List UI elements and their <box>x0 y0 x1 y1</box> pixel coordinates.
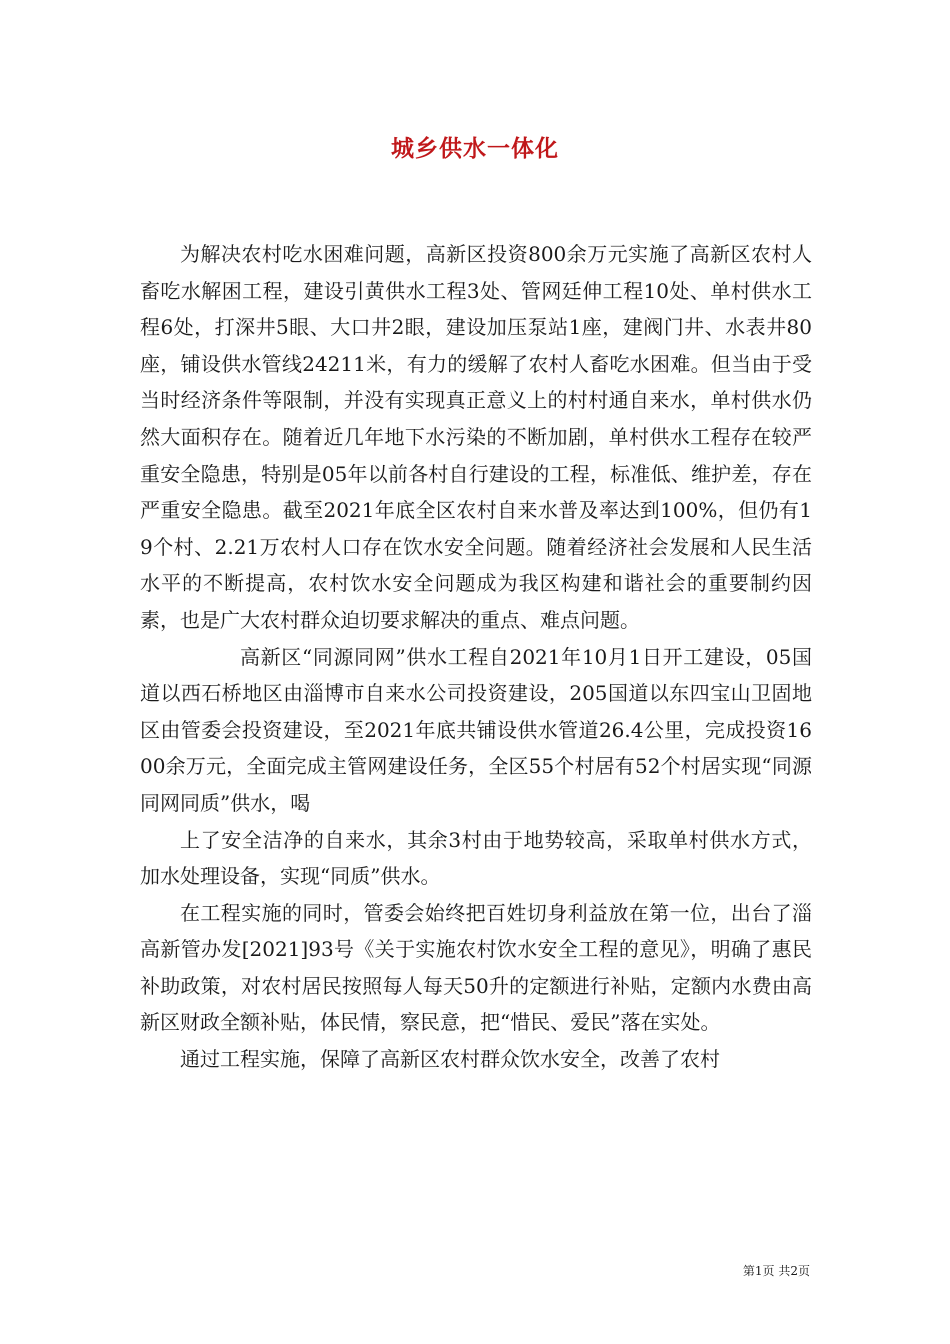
document-title: 城乡供水一体化 <box>391 135 559 162</box>
paragraph-3: 上了安全洁净的自来水，其余3村由于地势较高，采取单村供水方式，加水处理设备，实现“同质”供水。 <box>140 827 812 889</box>
paragraph-5: 通过工程实施，保障了高新区农村群众饮水安全，改善了农村 <box>180 1047 720 1072</box>
page-number-footer: 第1页 共2页 <box>742 1264 810 1278</box>
paragraph-4: 在工程实施的同时，管委会始终把百姓切身利益放在第一位，出台了淄高新管办发[2021]93号《关于实施农村饮水安全工程的意见》，明确了惠民补助政策，对农村居民按照每人每天50升的定额进行补贴，定额内水费由高新区财政全额补贴，体民情，察民意，把“惜民、爱民”落在实处。 <box>140 900 812 1035</box>
paragraph-2: 高新区“同源同网”供水工程自2021年10月1日开工建设，05国道以西石桥地区由淄博市自来水公司投资建设，205国道以东四宝山卫固地区由管委会投资建设，至2021年底共铺设供水管道26.4公里，完成投资1600余万元，全面完成主管网建设任务，全区55个村居有52个村居实现“同源同网同质”供水，喝 <box>140 644 812 815</box>
document-body <box>140 236 812 1078</box>
paragraph-1: 为解决农村吃水困难问题，高新区投资800余万元实施了高新区农村人畜吃水解困工程，建设引黄供水工程3处、管网廷伸工程10处、单村供水工程6处，打深井5眼、大口井2眼，建设加压泵站1座，建阀门井、水表井80座，铺设供水管线24211米，有力的缓解了农村人畜吃水困难。但当由于受当时经济条件等限制，并没有实现真正意义上的村村通自来水，单村供水仍然大面积存在。随着近几年地下水污染的不断加剧，单村供水工程存在较严重安全隐患，特别是05年以前各村自行建设的工程，标准低、维护差，存在严重安全隐患。截至2021年底全区农村自来水普及率达到100%，但仍有19个村、2.21万农村人口存在饮水安全问题。随着经济社会发展和人民生活水平的不断提高，农村饮水安全问题成为我区构建和谐社会的重要制约因素，也是广大农村群众迫切要求解决的重点、难点问题。 <box>140 242 812 632</box>
